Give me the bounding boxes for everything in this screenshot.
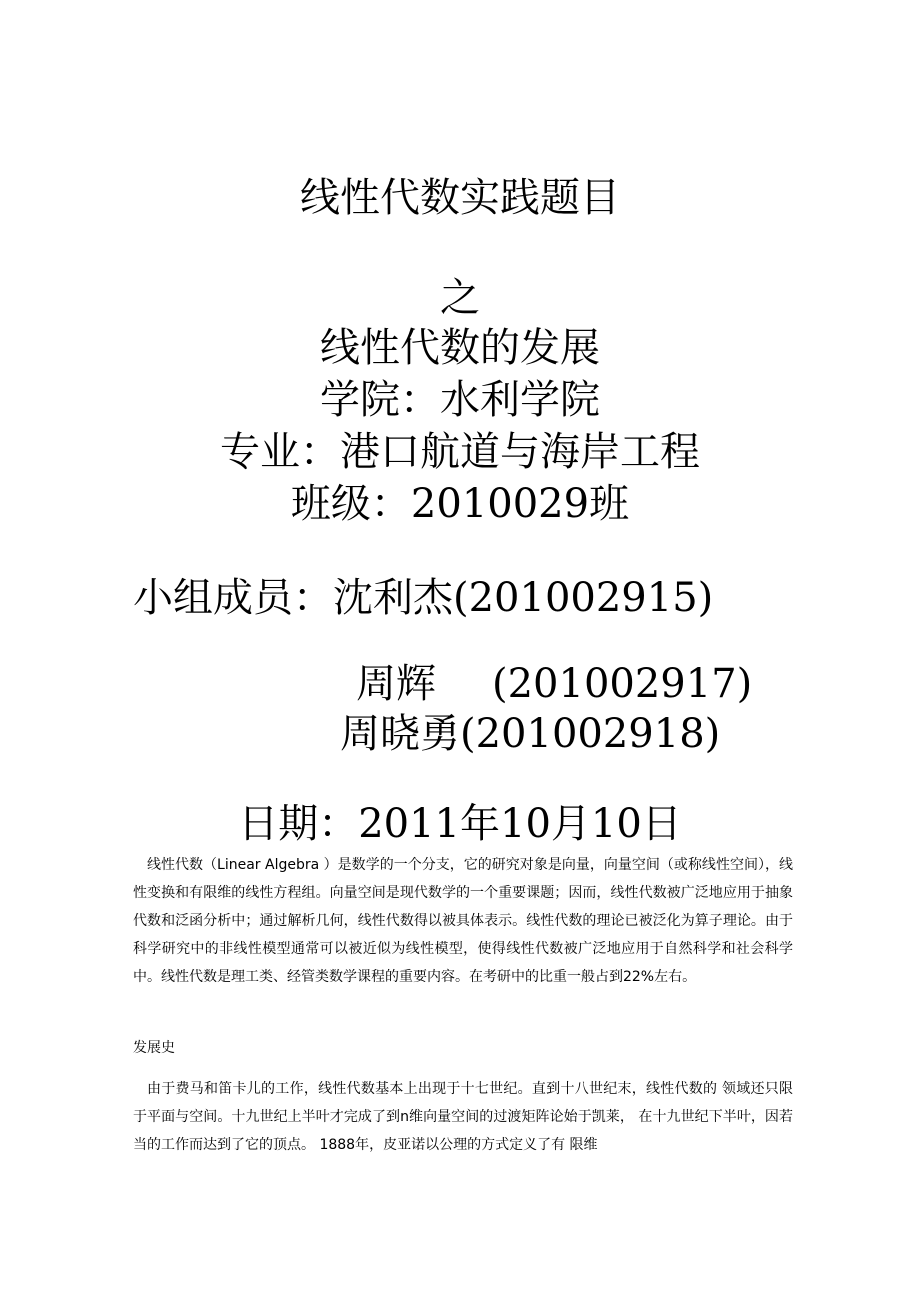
cover-member2-name: 周辉 (356, 661, 436, 707)
cover-member2-id: (201002917) (492, 661, 753, 707)
intro-paragraph: 线性代数（Linear Algebra ）是数学的一个分支，它的研究对象是向量，向量空间（或称线性空间），线性变换和有限维的线性方程组。向量空间是现代数学的一个重要课题；因而，线性代数被广泛地应用于抽象代数和泛函分析中；通过解析几何，线性代数得以被具体表示。线性代数的理论已被泛化为算子理论。由于科学研究中的非线性模型通常可以被近似为线性模型，使得线性代数被广泛地应用于自然科学和社会科学中。线性代数是理工类、经管类数学课程的重要内容。在考研中的比重一般占到22%左右。 (133, 857, 793, 985)
cover-connector: 之 (440, 275, 480, 321)
cover-college: 学院：水利学院 (320, 377, 600, 423)
cover-subtitle: 线性代数的发展 (320, 325, 600, 371)
history-heading: 发展史 (133, 1040, 175, 1056)
cover-title: 线性代数实践题目 (300, 175, 620, 221)
cover-member3: 周晓勇(201002918) (340, 711, 721, 757)
history-paragraph: 由于费马和笛卡儿的工作，线性代数基本上出现于十七世纪。直到十八世纪末，线性代数的 领域还只限于平面与空间。十九世纪上半叶才完成了到n维向量空间的过渡矩阵论始于凯莱， 在十九世纪下半叶，因若当的工作而达到了它的顶点。 1888年，皮亚诺以公理的方式定义了有 限维 (133, 1081, 793, 1153)
cover-major: 专业：港口航道与海岸工程 (220, 429, 700, 475)
cover-date: 日期：2011年10月10日 (238, 801, 682, 847)
cover-class: 班级：2010029班 (290, 481, 630, 527)
cover-members-line1: 小组成员：沈利杰(201002915) (133, 575, 714, 621)
